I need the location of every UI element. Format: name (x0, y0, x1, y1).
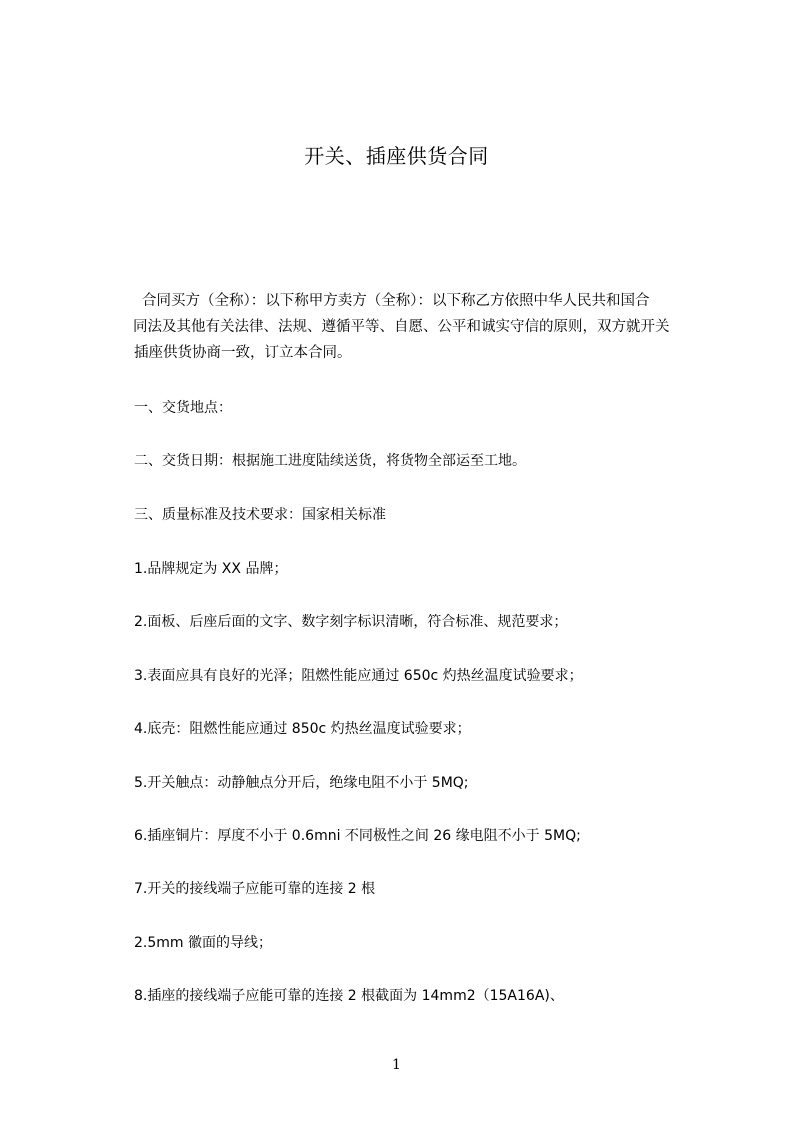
page-title: 开关、插座供货合同 (304, 144, 489, 168)
requirement-item: 2.5mm 徽面的导线； (134, 935, 272, 951)
requirement-item: 8.插座的接线端子应能可靠的连接 2 根截面为 14mm2（15A16A)、 (134, 988, 564, 1004)
requirement-item: 2.面板、后座后面的文字、数字刻字标识清晰，符合标准、规范要求； (134, 614, 568, 630)
clause-delivery-date: 二、交货日期：根据施工进度陆续送货，将货物全部运至工地。 (134, 453, 526, 469)
intro-line: 合同买方（全称）：以下称甲方卖方（全称）：以下称乙方依照中华人民共和国合 (142, 293, 650, 309)
requirement-item: 6.插座铜片：厚度不小于 0.6mni 不同极性之间 26 缘电阻不小于 5MQ; (134, 828, 581, 844)
requirement-item: 5.开关触点：动静触点分开后，绝缘电阻不小于 5MQ; (134, 775, 469, 791)
clause-delivery-location: 一、交货地点： (134, 400, 232, 416)
requirement-item: 4.底壳：阻燃性能应通过 850c 灼热丝温度试验要求； (134, 721, 471, 737)
requirement-item: 3.表面应具有良好的光泽；阻燃性能应通过 650c 灼热丝温度试验要求； (134, 668, 583, 684)
page-number: 1 (392, 1057, 401, 1073)
intro-line: 插座供货协商一致，订立本合同。 (134, 345, 352, 361)
intro-line: 同法及其他有关法律、法规、遵循平等、自愿、公平和诚实守信的原则，双方就开关 (133, 319, 670, 335)
requirement-item: 1.品牌规定为 XX 品牌； (134, 561, 288, 577)
clause-quality-standard: 三、质量标准及技术要求：国家相关标准 (134, 507, 386, 523)
requirement-item: 7.开关的接线端子应能可靠的连接 2 根 (134, 881, 376, 897)
intro-paragraph (134, 288, 704, 366)
